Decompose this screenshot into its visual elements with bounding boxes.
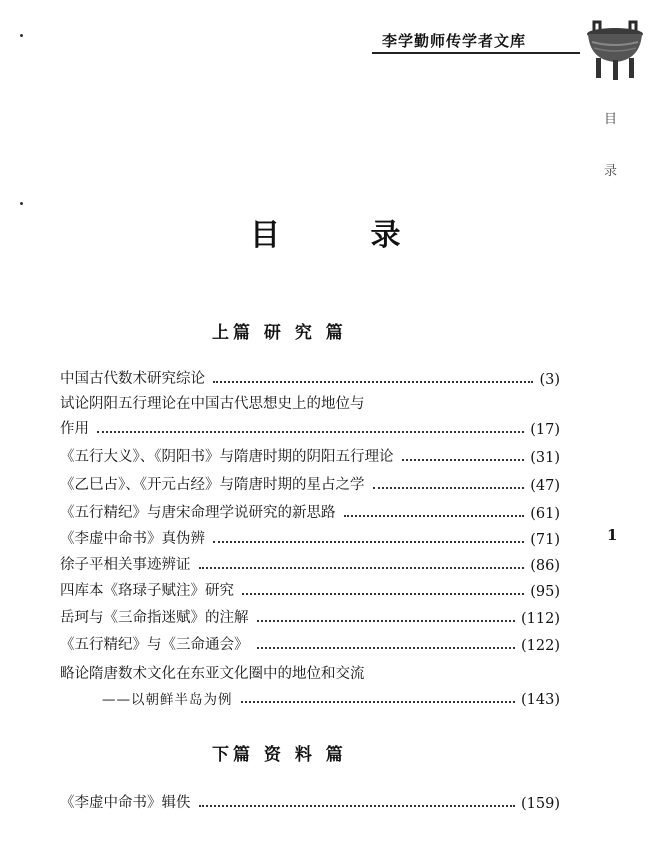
leader-dots — [242, 593, 524, 595]
leader-dots — [199, 567, 525, 569]
toc-entry-title: 《李虚中命书》真伪辨 — [60, 531, 205, 547]
toc-entry-title: 作用 — [60, 421, 89, 437]
page-number: 1 — [607, 526, 618, 544]
toc-entry[interactable] — [60, 552, 560, 574]
toc-entry-title: 《五行精纪》与《三命通会》 — [60, 637, 249, 653]
toc-entry-title: 岳珂与《三命指迷赋》的注解 — [60, 610, 249, 626]
leader-dots — [402, 459, 525, 461]
toc-entry-title: 徐子平相关事迹辨证 — [60, 557, 191, 573]
toc-entry[interactable] — [60, 790, 560, 812]
side-label-lu: 录 — [604, 164, 618, 179]
toc-entry-title: 《五行大义》、《阴阳书》与隋唐时期的阴阳五行理论 — [60, 449, 394, 465]
toc-entry-title: 中国古代数术研究综论 — [60, 371, 205, 387]
toc-entry[interactable] — [60, 500, 560, 522]
toc-entry[interactable] — [60, 632, 560, 654]
series-title: 李学勤师传学者文库 — [382, 32, 527, 50]
scan-speck — [20, 34, 23, 37]
toc-entry-page: (61) — [530, 506, 560, 522]
toc-entry-title[interactable]: 试论阴阳五行理论在中国古代思想史上的地位与 — [60, 396, 365, 412]
leader-dots — [97, 431, 524, 433]
section-heading-upper: 上篇 研 究 篇 — [212, 323, 347, 343]
toc-entry-page: (71) — [530, 532, 560, 548]
leader-dots — [213, 541, 524, 543]
toc-entry-title[interactable]: 略论隋唐数术文化在东亚文化圈中的地位和交流 — [60, 666, 365, 682]
toc-entry-page: (143) — [521, 692, 560, 708]
toc-entry-page: (86) — [530, 558, 560, 574]
toc-entry-title: 《乙巳占》、《开元占经》与隋唐时期的星占之学 — [60, 477, 365, 493]
bronze-ding-emblem — [580, 14, 650, 84]
toc-entry-title: 《五行精纪》与唐宋命理学说研究的新思路 — [60, 505, 336, 521]
side-label-mu: 目 — [604, 112, 618, 127]
leader-dots — [344, 515, 525, 517]
toc-entry[interactable] — [60, 472, 560, 494]
toc-entry-title: 《李虚中命书》辑佚 — [60, 795, 191, 811]
leader-dots — [373, 487, 525, 489]
toc-entry-page: (122) — [521, 638, 560, 654]
toc-entry[interactable] — [60, 605, 560, 627]
toc-entry[interactable] — [60, 366, 560, 388]
toc-entry-page: (3) — [539, 372, 560, 388]
toc-entry-page: (31) — [530, 450, 560, 466]
toc-entry-title: 四库本《珞琭子赋注》研究 — [60, 583, 234, 599]
toc-entry-page: (159) — [521, 796, 560, 812]
toc-entry-page: (95) — [530, 584, 560, 600]
leader-dots — [213, 381, 533, 383]
toc-entry[interactable] — [60, 416, 560, 438]
toc-entry[interactable] — [60, 444, 560, 466]
header-rule — [372, 52, 582, 54]
section-heading-lower: 下篇 资 料 篇 — [212, 745, 347, 765]
toc-entry-title: ——以朝鲜半岛为例 — [102, 692, 233, 708]
leader-dots — [257, 620, 516, 622]
scan-speck — [20, 202, 23, 205]
page-title: 目 录 — [250, 218, 441, 253]
toc-entry-page: (112) — [521, 611, 560, 627]
leader-dots — [199, 805, 516, 807]
toc-entry[interactable] — [60, 526, 560, 548]
toc-entry[interactable] — [60, 686, 560, 708]
toc-entry-page: (17) — [530, 422, 560, 438]
toc-entry-page: (47) — [530, 478, 560, 494]
toc-entry[interactable] — [60, 578, 560, 600]
leader-dots — [241, 701, 516, 703]
leader-dots — [257, 647, 516, 649]
